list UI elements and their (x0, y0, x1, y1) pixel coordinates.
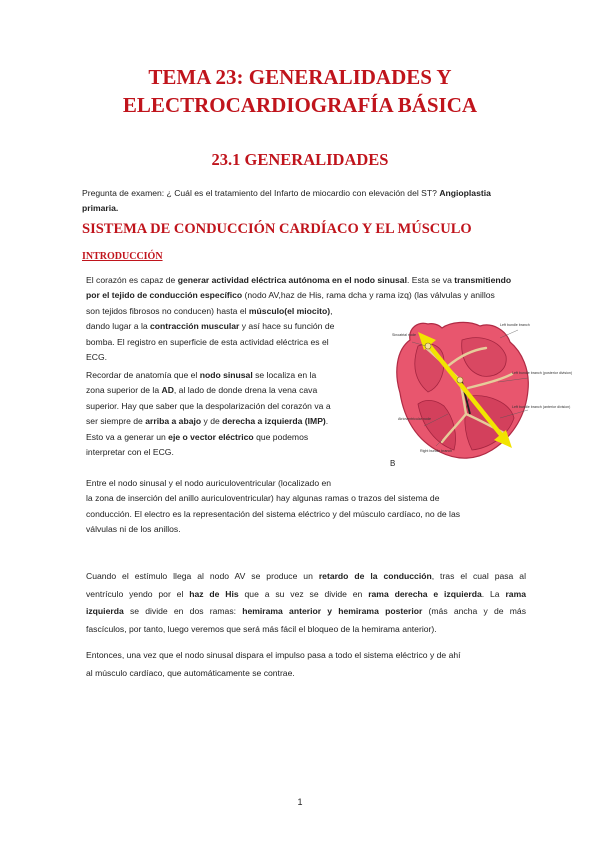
label-left-bundle-anterior: Left bundle branch (anterior division) (512, 405, 571, 409)
label-right-bundle: Right bundle branch (420, 449, 453, 453)
page-number: 1 (297, 797, 303, 807)
label-atrioventricular: Atrioventricular node (398, 417, 431, 421)
atrioventricular-node (457, 377, 463, 383)
paragraph-1: El corazón es capaz de generar actividad eléctrica autónoma en el nodo sinusal. Esta se va transmitiendo por el tejido de conducción específico (nodo AV,haz de His, rama dcha y rama izq) (las válvulas y anillos son tejidos fibrosos no conducen) hasta el músculo(el miocito), dando lugar a la contracción muscular y así hace su función de bomba. El registro en superficie de esta actividad eléctrica es el ECG. (86, 275, 512, 363)
page-title-line-1: TEMA 23: GENERALIDADES Y (148, 65, 452, 89)
label-left-bundle-posterior: Left bundle branch (posterior division) (512, 371, 573, 375)
paragraph-5: Entonces, una vez que el nodo sinusal dispara el impulso pasa a todo el sistema eléctrico y de ahí al músculo cardíaco, que automáticamente se contrae. (86, 650, 461, 678)
section-heading: SISTEMA DE CONDUCCIÓN CARDÍACO Y EL MÚSCULO (82, 221, 472, 237)
paragraph-4: Cuando el estímulo llega al nodo AV se produce un retardo de la conducción, tras el cual pasa al ventrículo yendo por el haz de His que a su vez se divide en rama derecha e izquierda. La rama izquierda se divide en dos ramas: hemirama anterior y hemirama posterior (más ancha y de más fascículos, por tanto, luego veremos que será más fácil el bloqueo de la hemirama anterior). (86, 571, 526, 634)
page-title-line-2: ELECTROCARDIOGRAFÍA BÁSICA (122, 93, 478, 117)
intro-heading: INTRODUCCIÓN (82, 251, 163, 262)
exam-question-text: Pregunta de examen: ¿ Cuál es el tratamiento del Infarto de miocardio con elevación del ST? (82, 188, 440, 198)
exam-answer-part2: primaria. (82, 203, 119, 214)
label-sinoatrial: Sinoatrial node (392, 333, 416, 337)
heart-conduction-figure (388, 318, 573, 468)
exam-question (82, 186, 552, 217)
heart-diagram (388, 318, 573, 468)
label-left-bundle-top: Left bundle branch (500, 323, 530, 327)
exam-answer-part1: Angioplastia (439, 188, 491, 198)
paragraph-2: Recordar de anatomía que el nodo sinusal se localiza en la zona superior de la AD, al lado de donde drena la vena cava superior. Hay que saber que la despolarización del corazón va a ser siempre de arriba a abajo y de derecha a izquierda (IMP). Esto va a generar un eje o vector eléctrico que podemos interpretar con el ECG. (86, 370, 331, 458)
section-subtitle: 23.1 GENERALIDADES (211, 150, 389, 169)
panel-letter: B (390, 459, 396, 468)
paragraph-3: Entre el nodo sinusal y el nodo auriculoventricular (localizado en la zona de inserción del anillo auriculoventricular) hay algunas ramas o trazos del sistema de conducción. El electro es la representación del sistema eléctrico y del músculo cardíaco, no de las válvulas ni de los anillos. (86, 478, 461, 535)
